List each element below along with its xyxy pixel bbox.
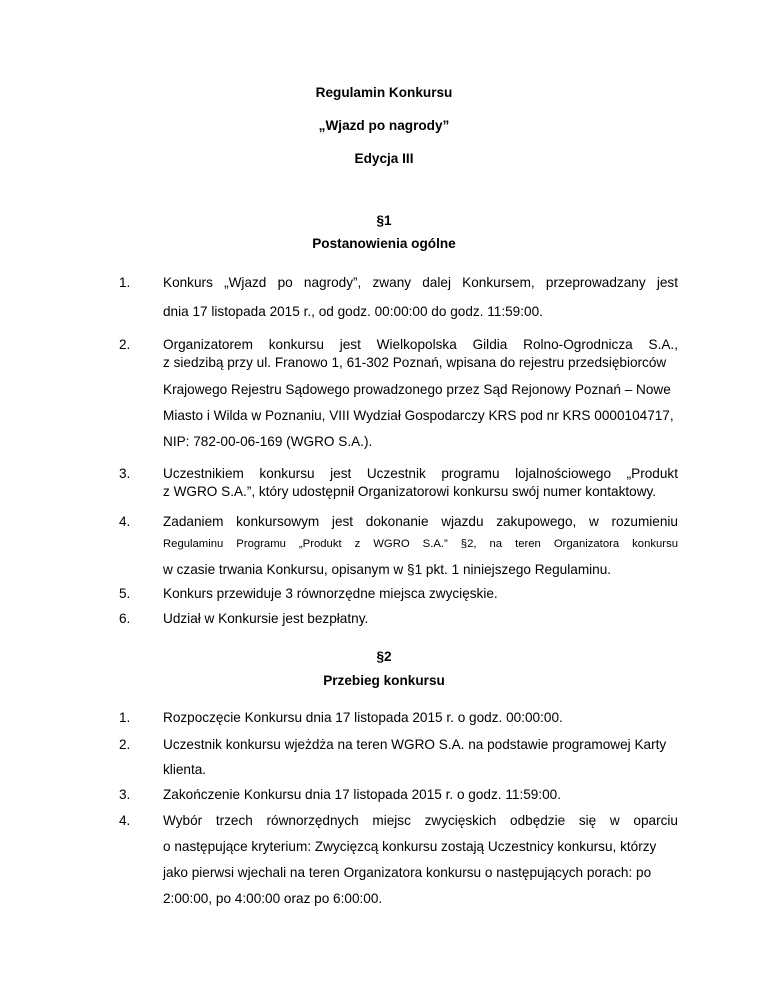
s1-item-1-number: 1. [119,275,131,290]
s1-item-2-line-2: z siedzibą przy ul. Franowo 1, 61-302 Poznań, wpisana do rejestru przedsiębiorców [163,355,667,370]
s1-item-5-number: 5. [119,586,131,601]
s1-item-4-line-2: Regulaminu Programu „Produkt z WGRO S.A.” §2, na teren Organizatora konkursu [163,538,678,550]
s1-item-6-number: 6. [119,611,131,626]
s2-item-1-line-1: Rozpoczęcie Konkursu dnia 17 listopada 2015 r. o godz. 00:00:00. [163,710,563,725]
document-title: Regulamin Konkursu [315,85,453,100]
s1-item-2-number: 2. [119,337,131,352]
s2-item-2-line-2: klienta. [163,762,207,777]
section-2-heading: Przebieg konkursu [323,673,445,688]
s1-item-2-line-1: Organizatorem konkursu jest Wielkopolska Gildia Rolno-Ogrodnicza S.A., [163,337,678,352]
s1-item-4-line-1: Zadaniem konkursowym jest dokonanie wjazdu zakupowego, w rozumieniu [163,514,678,529]
s2-item-4-line-2: o następujące kryterium: Zwycięzcą konkursu zostają Uczestnicy konkursu, którzy [163,839,657,854]
s2-item-4-line-3: jako pierwsi wjechali na teren Organizatora konkursu o następujących porach: po [163,865,652,880]
s1-item-1-line-1: Konkurs „Wjazd po nagrody”, zwany dalej Konkursem, przeprowadzany jest [163,275,678,290]
s2-item-4-line-1: Wybór trzech równorzędnych miejsc zwycięskich odbędzie się w oparciu [163,813,678,828]
section-1-symbol: §1 [376,213,392,228]
s1-item-4-line-3: w czasie trwania Konkursu, opisanym w §1 pkt. 1 niniejszego Regulaminu. [163,562,612,577]
s1-item-3-number: 3. [119,466,131,481]
s1-item-4-number: 4. [119,514,131,529]
contest-name: „Wjazd po nagrody” [318,118,450,133]
s1-item-2-line-5: NIP: 782-00-06-169 (WGRO S.A.). [163,434,373,449]
section-1-heading: Postanowienia ogólne [312,236,456,251]
s1-item-1-line-2: dnia 17 listopada 2015 r., od godz. 00:00:00 do godz. 11:59:00. [163,304,543,319]
s2-item-4-line-4: 2:00:00, po 4:00:00 oraz po 6:00:00. [163,891,383,906]
edition-label: Edycja III [354,151,414,166]
s2-item-4-number: 4. [119,813,131,828]
s1-item-3-line-2: z WGRO S.A.”, który udostępnił Organizatorowi konkursu swój numer kontaktowy. [163,484,657,499]
section-2-symbol: §2 [376,649,392,664]
s1-item-5-line-1: Konkurs przewiduje 3 równorzędne miejsca zwycięskie. [163,586,498,601]
s2-item-2-line-1: Uczestnik konkursu wjeżdża na teren WGRO S.A. na podstawie programowej Karty [163,737,667,752]
s2-item-1-number: 1. [119,710,131,725]
s2-item-2-number: 2. [119,737,131,752]
s2-item-3-number: 3. [119,787,131,802]
s1-item-6-line-1: Udział w Konkursie jest bezpłatny. [163,611,369,626]
s1-item-2-line-3: Krajowego Rejestru Sądowego prowadzonego przez Sąd Rejonowy Poznań – Nowe [163,382,671,397]
s1-item-3-line-1: Uczestnikiem konkursu jest Uczestnik programu lojalnościowego „Produkt [163,466,678,481]
s2-item-3-line-1: Zakończenie Konkursu dnia 17 listopada 2015 r. o godz. 11:59:00. [163,787,562,802]
s1-item-2-line-4: Miasto i Wilda w Poznaniu, VIII Wydział Gospodarczy KRS pod nr KRS 0000104717, [163,408,674,423]
